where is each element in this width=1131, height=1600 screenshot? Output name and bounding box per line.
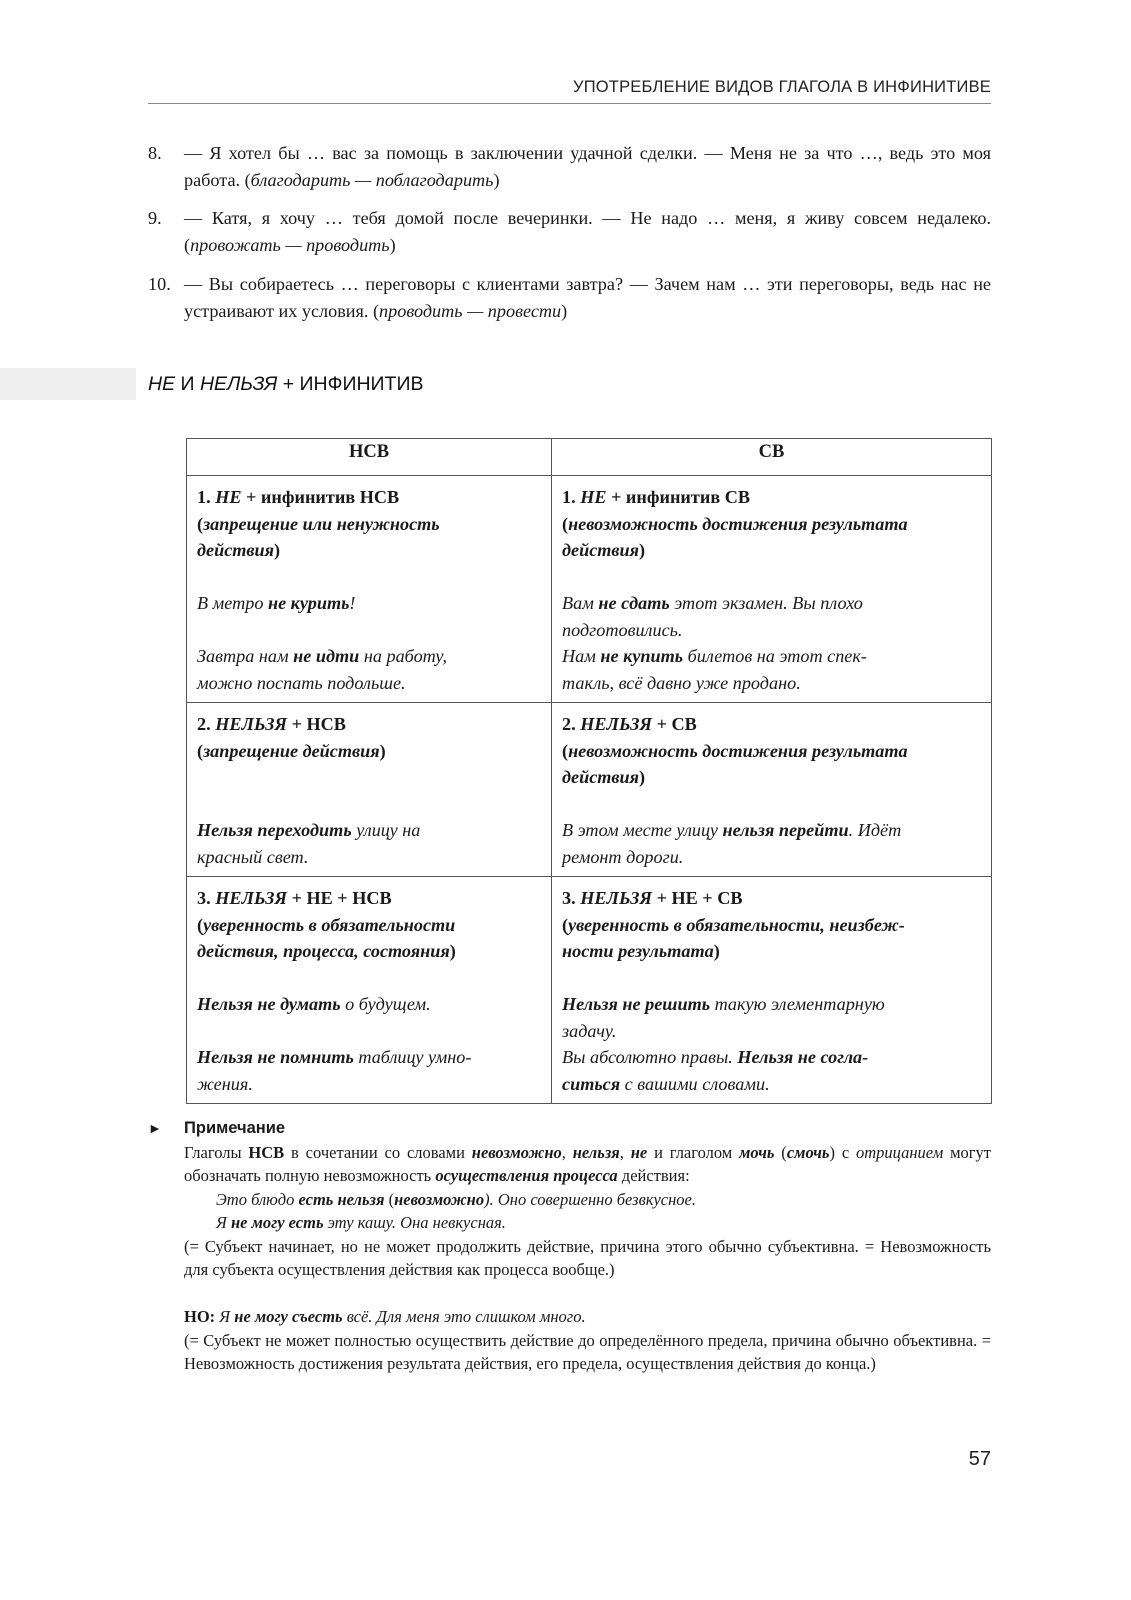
cell-line — [197, 537, 541, 564]
text-run: осуществления процесса — [435, 1166, 618, 1185]
text-run: уверенность в обязательности, неизбеж- — [568, 914, 905, 935]
table-header-row — [187, 439, 992, 476]
text-run: Глаголы — [184, 1142, 249, 1162]
cell-line — [562, 764, 981, 791]
section-marker-band — [0, 368, 136, 400]
text-run: Нам — [562, 646, 601, 666]
text-run: отрицанием — [856, 1142, 944, 1162]
text-run: нельзя перейти — [722, 820, 849, 840]
text-run: Я — [219, 1307, 235, 1326]
text-run: ) — [713, 941, 720, 961]
text-run: ремонт дороги. — [562, 846, 684, 867]
note-title: Примечание — [184, 1119, 286, 1137]
note-paragraph — [184, 1329, 991, 1376]
text-run: с вашими словами. — [620, 1073, 770, 1094]
cell-line — [197, 1071, 541, 1098]
note-example — [216, 1188, 991, 1212]
cell-line — [197, 844, 541, 871]
text-run: могут обозначать полную невозможность — [184, 1142, 992, 1185]
text-run: НО: — [184, 1307, 216, 1326]
text-run: НЕ — [215, 487, 242, 507]
cell-line — [562, 1071, 981, 1098]
text-run: НЕЛЬЗЯ — [199, 373, 278, 395]
text-run: на работу, — [359, 646, 448, 666]
table-cell-sv — [552, 703, 992, 877]
text-run: невозможно — [394, 1189, 485, 1209]
cell-spacer — [197, 764, 541, 791]
cell-line — [562, 1044, 981, 1071]
text-run: не — [630, 1142, 648, 1162]
text-run: запрещение или ненужность — [203, 513, 440, 534]
text-run: И — [175, 373, 200, 395]
exercise-text — [184, 140, 991, 194]
text-run: Нельзя не думать — [197, 994, 341, 1014]
exercise-item — [148, 205, 991, 259]
text-run: НСВ — [248, 1142, 285, 1162]
text-run: подготовились. — [562, 619, 683, 640]
cell-spacer — [562, 564, 981, 591]
text-run: билетов на этот спек- — [683, 646, 867, 666]
text-run: , — [561, 1142, 573, 1162]
text-run: есть нельзя — [298, 1189, 385, 1209]
cell-line — [562, 738, 981, 765]
table-cell-nsv — [187, 476, 552, 703]
text-run: ) — [639, 540, 646, 560]
text-run: ности результата — [562, 941, 714, 961]
text-run: о будущем. — [340, 994, 431, 1014]
text-run: ( — [562, 740, 569, 761]
text-run: Завтра нам — [197, 646, 294, 666]
cell-line — [197, 511, 541, 538]
text-run: невозможность достижения результата — [568, 513, 908, 534]
note-block — [148, 1117, 991, 1376]
text-run: провожать — проводить — [190, 235, 390, 255]
cell-spacer — [197, 965, 541, 992]
text-run: не могу съесть — [234, 1307, 343, 1326]
text-run: не курить — [267, 593, 350, 613]
text-run: НЕ — [580, 487, 607, 507]
exercise-number: 10. — [148, 274, 171, 294]
text-run: , — [619, 1142, 631, 1162]
text-run: ) с — [829, 1142, 856, 1162]
text-run: таблицу умно- — [353, 1047, 472, 1067]
note-paragraph — [184, 1235, 991, 1282]
text-run: улицу на — [351, 820, 421, 840]
header-rule — [148, 103, 991, 104]
cell-spacer — [197, 617, 541, 644]
table-cell-nsv — [187, 877, 552, 1104]
text-run: + инфинитив НСВ — [241, 487, 400, 507]
text-run: + инфинитив СВ — [606, 487, 750, 507]
text-run: такую элементарную — [710, 994, 885, 1014]
text-run: не сдать — [598, 593, 670, 613]
text-run: (= Субъект не может полностью осуществить действие до определённого предела, причина обычно объективна. = Невозможность достижения результата действия, его предела, осуществления действия до конца.) — [184, 1330, 991, 1373]
section-title — [148, 373, 424, 396]
cell-line — [197, 590, 541, 617]
cell-line — [197, 938, 541, 965]
text-run: + ИНФИНИТИВ — [277, 373, 424, 395]
text-run: . Идёт — [848, 820, 902, 840]
exercise-text — [184, 205, 991, 259]
text-run: ситься — [562, 1073, 621, 1094]
note-paragraph — [184, 1305, 991, 1329]
page-number: 57 — [968, 1448, 991, 1470]
text-run: невозможно — [471, 1142, 562, 1162]
running-head: УПОТРЕБЛЕНИЕ ВИДОВ ГЛАГОЛА В ИНФИНИТИВЕ — [573, 78, 991, 96]
text-run: действия — [562, 767, 640, 787]
table-cell-sv — [552, 877, 992, 1104]
cell-line — [197, 711, 541, 738]
text-run: 1. — [197, 487, 216, 507]
cell-spacer — [197, 564, 541, 591]
text-run: 3. — [562, 888, 581, 908]
note-heading — [148, 1117, 991, 1141]
text-run: ( — [384, 1189, 395, 1209]
text-run: благодарить — поблагодарить — [250, 170, 494, 190]
text-run: ( — [562, 513, 569, 534]
text-run: ) — [274, 540, 281, 560]
table-row — [187, 877, 992, 1104]
text-run: — Вы собираетесь … переговоры с клиентами завтра? — Зачем нам … эти переговоры, ведь нас не устраивают их условия. ( — [184, 274, 991, 321]
text-run: ( — [197, 914, 204, 935]
text-run: ). Оно совершенно безвкусное. — [484, 1189, 696, 1209]
text-run: ) — [379, 740, 386, 761]
text-run: ( — [774, 1142, 787, 1162]
text-run: ( — [562, 914, 569, 935]
text-run: Нельзя не согла- — [737, 1047, 869, 1067]
text-run: уверенность в обязательности — [203, 914, 456, 935]
cell-line — [562, 590, 981, 617]
text-run: не купить — [600, 646, 684, 666]
text-run: ) — [493, 170, 500, 190]
note-spacer — [148, 1282, 991, 1306]
text-run: НЕЛЬЗЯ — [580, 888, 653, 908]
cell-line — [197, 817, 541, 844]
text-run: — Я хотел бы … вас за помощь в заключении удачной сделки. — Меня не за что …, ведь это моя работа. ( — [184, 143, 991, 190]
text-run: 2. — [562, 714, 581, 734]
text-run: действия — [197, 540, 275, 560]
cell-line — [197, 670, 541, 697]
note-body — [148, 1141, 991, 1376]
text-run: запрещение действия — [203, 740, 380, 761]
triangle-bullet-icon: ► — [148, 1120, 162, 1136]
text-run: задачу. — [562, 1020, 617, 1041]
text-run: ) — [639, 767, 646, 787]
text-run: Вам — [562, 593, 599, 613]
text-run: действия — [562, 540, 640, 560]
cell-line — [197, 912, 541, 939]
text-run: действия, процесса, состояния — [197, 941, 450, 961]
text-run: ) — [449, 941, 456, 961]
table-cell-nsv — [187, 703, 552, 877]
cell-line — [197, 738, 541, 765]
cell-spacer — [197, 791, 541, 818]
text-run: В этом месте улицу — [562, 820, 723, 840]
cell-line — [562, 844, 981, 871]
text-run: ! — [349, 593, 356, 613]
cell-line — [562, 511, 981, 538]
cell-spacer — [562, 791, 981, 818]
text-run: невозможность достижения результата — [568, 740, 908, 761]
text-run: ) — [389, 235, 396, 255]
cell-line — [562, 912, 981, 939]
column-header-sv: СВ — [552, 439, 992, 476]
text-run: В метро — [197, 593, 268, 613]
text-run: + СВ — [652, 714, 697, 734]
text-run: Я — [216, 1213, 231, 1232]
text-run: Нельзя не помнить — [197, 1047, 354, 1067]
cell-spacer — [197, 1018, 541, 1045]
cell-line — [197, 1044, 541, 1071]
text-run: ) — [561, 301, 568, 321]
cell-line — [562, 484, 981, 511]
text-run: и глаголом — [647, 1142, 740, 1162]
note-paragraph — [184, 1141, 991, 1188]
text-run: НЕЛЬЗЯ — [215, 714, 288, 734]
text-run: жения. — [197, 1073, 253, 1094]
text-run: НЕЛЬЗЯ — [215, 888, 288, 908]
text-run: + НЕ + НСВ — [287, 888, 392, 908]
cell-line — [197, 643, 541, 670]
cell-line — [562, 885, 981, 912]
text-run: ( — [197, 740, 204, 761]
cell-line — [562, 537, 981, 564]
text-run: + НСВ — [287, 714, 346, 734]
text-run: 3. — [197, 888, 216, 908]
text-run: мочь — [739, 1142, 775, 1162]
cell-line — [562, 991, 981, 1018]
cell-line — [562, 1018, 981, 1045]
text-run: — Катя, я хочу … тебя домой после вечеринки. — Не надо … меня, я живу совсем недалеко. ( — [184, 208, 991, 255]
text-run: не могу есть — [230, 1213, 324, 1232]
text-run: НЕ — [148, 373, 176, 395]
text-run: красный свет. — [197, 846, 309, 867]
text-run: смочь — [786, 1142, 830, 1162]
text-run: такль, всё давно уже продано. — [562, 672, 801, 693]
text-run: 2. — [197, 714, 216, 734]
exercise-item — [148, 271, 991, 325]
exercise-number: 8. — [148, 143, 162, 163]
cell-line — [562, 711, 981, 738]
text-run: + НЕ + СВ — [652, 888, 743, 908]
text-run: Это блюдо — [216, 1189, 299, 1209]
table-cell-sv — [552, 476, 992, 703]
text-run: нельзя — [572, 1142, 620, 1162]
text-run: можно поспать подольше. — [197, 672, 406, 693]
text-run: 1. — [562, 487, 581, 507]
cell-line — [562, 938, 981, 965]
text-run: (= Субъект начинает, но не может продолжить действие, причина этого обычно субъективна. = Невозможность для субъекта осуществления действия как процесса вообще.) — [184, 1236, 991, 1279]
text-run: ( — [197, 513, 204, 534]
text-run: НЕЛЬЗЯ — [580, 714, 653, 734]
text-run: проводить — провести — [379, 301, 562, 321]
exercise-text — [184, 271, 991, 325]
column-header-nsv: НСВ — [187, 439, 552, 476]
cell-line — [562, 670, 981, 697]
cell-line — [197, 484, 541, 511]
cell-line — [562, 617, 981, 644]
table-row — [187, 703, 992, 877]
cell-line — [562, 817, 981, 844]
text-run: этот экзамен. Вы плохо — [669, 593, 863, 613]
exercise-item — [148, 140, 991, 194]
text-run: всё. Для меня это слишком много. — [342, 1307, 586, 1326]
table-row — [187, 476, 992, 703]
text-run: Нельзя переходить — [197, 820, 352, 840]
cell-line — [197, 991, 541, 1018]
text-run: не идти — [293, 646, 360, 666]
text-run: действия: — [617, 1166, 690, 1185]
text-run: эту кашу. Она невкусная. — [323, 1213, 506, 1232]
cell-line — [197, 885, 541, 912]
note-example — [216, 1211, 991, 1235]
cell-line — [562, 643, 981, 670]
cell-spacer — [562, 965, 981, 992]
text-run: Нельзя не решить — [562, 994, 711, 1014]
exercise-number: 9. — [148, 208, 162, 228]
aspect-rules-table — [186, 438, 992, 1104]
text-run: в сочетании со словами — [284, 1142, 472, 1162]
text-run: Вы абсолютно правы. — [562, 1047, 738, 1067]
